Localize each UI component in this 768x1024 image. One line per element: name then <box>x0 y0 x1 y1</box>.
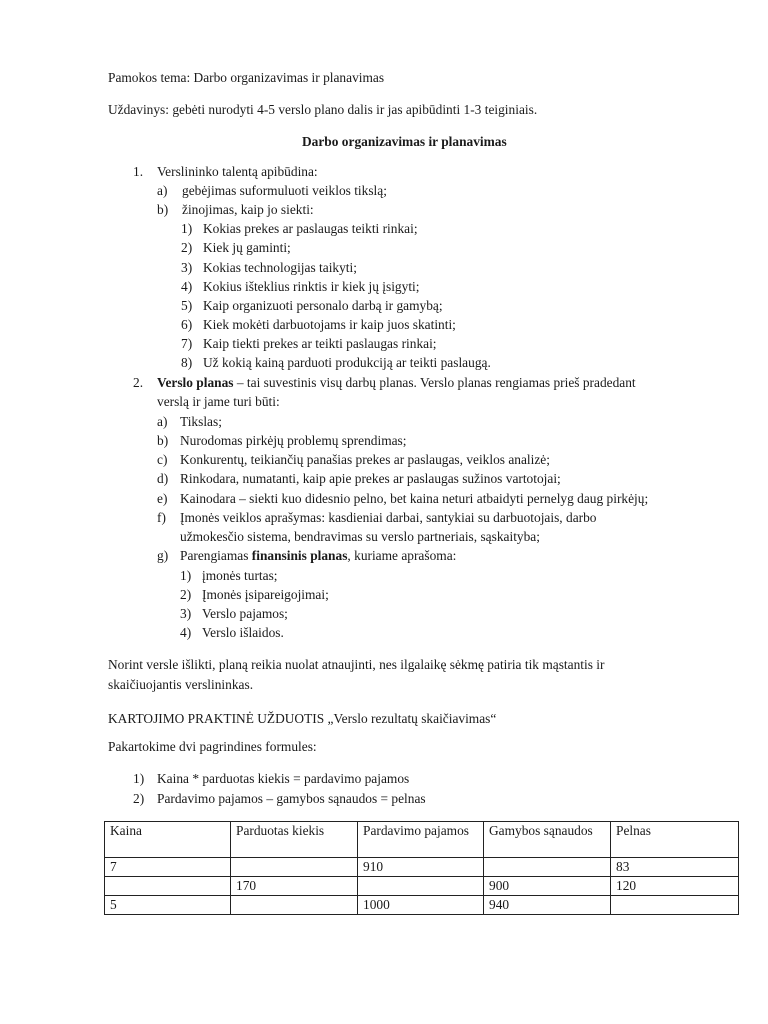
sub-marker: 1) <box>180 568 192 583</box>
closing-paragraph-line-2: skaičiuojantis verslininkas. <box>108 677 254 692</box>
sub-item-text: Verslo pajamos; <box>202 606 288 621</box>
sub-item-text: Kiek jų gaminti; <box>203 240 291 255</box>
table-cell: 170 <box>231 877 358 896</box>
letter-marker: b) <box>157 433 169 448</box>
sub-item-text: Kaip organizuoti personalo darbą ir gamybą; <box>203 298 443 313</box>
sub-item-text: Kaip tiekti prekes ar teikti paslaugas rinkai; <box>203 336 437 351</box>
sub-item-text: Kiek mokėti darbuotojams ir kaip juos skatinti; <box>203 317 456 332</box>
list-item-1-text: Verslininko talentą apibūdina: <box>157 164 318 179</box>
table-cell: 940 <box>484 896 611 915</box>
practice-intro: Pakartokime dvi pagrindines formules: <box>108 739 317 754</box>
sub-item-text: Kokius išteklius rinktis ir kiek jų įsigyti; <box>203 279 420 294</box>
letter-marker: d) <box>157 471 169 486</box>
sub-marker: 2) <box>180 587 192 602</box>
letter-item-f-continuation: užmokesčio sistema, bendravimas su verslo partneriais, sąskaityba; <box>180 529 540 544</box>
list-number-2: 2. <box>133 375 144 390</box>
header-cell-kaina: Kaina <box>105 822 231 858</box>
table-cell <box>105 877 231 896</box>
g-prefix: Parengiamas <box>180 548 252 563</box>
list-marker-a: a) <box>157 183 168 198</box>
sub-marker: 4) <box>181 279 193 294</box>
table-cell: 1000 <box>358 896 484 915</box>
list-item-b-text: žinojimas, kaip jo siekti: <box>182 202 314 217</box>
letter-item-text: Įmonės veiklos aprašymas: kasdieniai darbai, santykiai su darbuotojais, darbo <box>180 510 597 525</box>
section-title: Darbo organizavimas ir planavimas <box>302 134 507 149</box>
table-cell <box>484 858 611 877</box>
sub-item-text: Kokias technologijas taikyti; <box>203 260 357 275</box>
list-item-2-continuation: verslą ir jame turi būti: <box>157 394 280 409</box>
list-item-a-text: gebėjimas suformuluoti veiklos tikslą; <box>182 183 387 198</box>
sub-marker: 6) <box>181 317 193 332</box>
closing-paragraph-line-1: Norint versle išlikti, planą reikia nuolat atnaujinti, nes ilgalaikę sėkmę patiria tik mąstantis ir <box>108 657 605 672</box>
formula-marker: 2) <box>133 791 145 806</box>
letter-item-text: Tikslas; <box>180 414 222 429</box>
sub-item-text: Už kokią kainą parduoti produkciją ar teikti paslaugą. <box>203 355 491 370</box>
sub-item-text: Kokias prekes ar paslaugas teikti rinkai; <box>203 221 418 236</box>
list-item-2-text <box>157 374 636 391</box>
table-cell <box>231 858 358 877</box>
table-cell: 120 <box>611 877 739 896</box>
table-cell: 5 <box>105 896 231 915</box>
sub-marker: 1) <box>181 221 193 236</box>
table-cell: 83 <box>611 858 739 877</box>
header-cell-parduotas-kiekis: Parduotas kiekis <box>231 822 358 858</box>
lesson-task: Uždavinys: gebėti nurodyti 4-5 verslo plano dalis ir jas apibūdinti 1-3 teiginiais. <box>108 102 538 117</box>
finansinis-planas-term: finansinis planas <box>251 548 348 563</box>
lesson-topic: Pamokos tema: Darbo organizavimas ir planavimas <box>108 70 385 85</box>
letter-item-text: Konkurentų, teikiančių panašias prekes ar paslaugas, veiklos analizė; <box>180 452 550 467</box>
verslo-planas-term: Verslo planas <box>157 375 234 390</box>
sub-item-text: Įmonės įsipareigojimai; <box>202 587 329 602</box>
table-row <box>105 858 739 877</box>
header-cell-pelnas: Pelnas <box>611 822 739 858</box>
formula-text: Kaina * parduotas kiekis = pardavimo pajamos <box>157 771 410 786</box>
sub-item-text: įmonės turtas; <box>202 568 278 583</box>
letter-item-text: Kainodara – siekti kuo didesnio pelno, bet kaina neturi atbaidyti pernelyg daug pirkėjų; <box>180 491 649 506</box>
g-suffix: , kuriame aprašoma: <box>347 548 457 563</box>
letter-item-text: Nurodomas pirkėjų problemų sprendimas; <box>180 433 407 448</box>
sub-marker: 8) <box>181 355 193 370</box>
table-cell <box>358 877 484 896</box>
header-cell-gamybos-sanaudos: Gamybos sąnaudos <box>484 822 611 858</box>
sub-marker: 3) <box>180 606 192 621</box>
letter-marker: g) <box>157 548 169 563</box>
table-cell <box>231 896 358 915</box>
practice-heading: KARTOJIMO PRAKTINĖ UŽDUOTIS „Verslo rezultatų skaičiavimas“ <box>108 711 497 726</box>
letter-marker: e) <box>157 491 168 506</box>
sub-marker: 4) <box>180 625 192 640</box>
table-row <box>105 896 739 915</box>
verslo-planas-definition: – tai suvestinis visų darbų planas. Verslo planas rengiamas prieš pradedant <box>233 375 636 390</box>
formula-marker: 1) <box>133 771 145 786</box>
sub-marker: 2) <box>181 240 193 255</box>
business-results-table <box>104 821 739 915</box>
list-number-1: 1. <box>133 164 144 179</box>
letter-marker: f) <box>157 510 166 525</box>
table-cell: 900 <box>484 877 611 896</box>
table-cell: 910 <box>358 858 484 877</box>
formula-text: Pardavimo pajamos – gamybos sąnaudos = pelnas <box>157 791 426 806</box>
sub-marker: 5) <box>181 298 193 313</box>
table-cell: 7 <box>105 858 231 877</box>
table-cell <box>611 896 739 915</box>
letter-marker: c) <box>157 452 168 467</box>
sub-marker: 7) <box>181 336 193 351</box>
sub-marker: 3) <box>181 260 193 275</box>
list-marker-b: b) <box>157 202 169 217</box>
letter-item-text: Rinkodara, numatanti, kaip apie prekes ar paslaugas sužinos vartotojai; <box>180 471 561 486</box>
table-header-row <box>105 822 739 858</box>
letter-item-g-text <box>180 547 456 564</box>
letter-marker: a) <box>157 414 168 429</box>
sub-item-text: Verslo išlaidos. <box>202 625 284 640</box>
header-cell-pardavimo-pajamos: Pardavimo pajamos <box>358 822 484 858</box>
table-row <box>105 877 739 896</box>
